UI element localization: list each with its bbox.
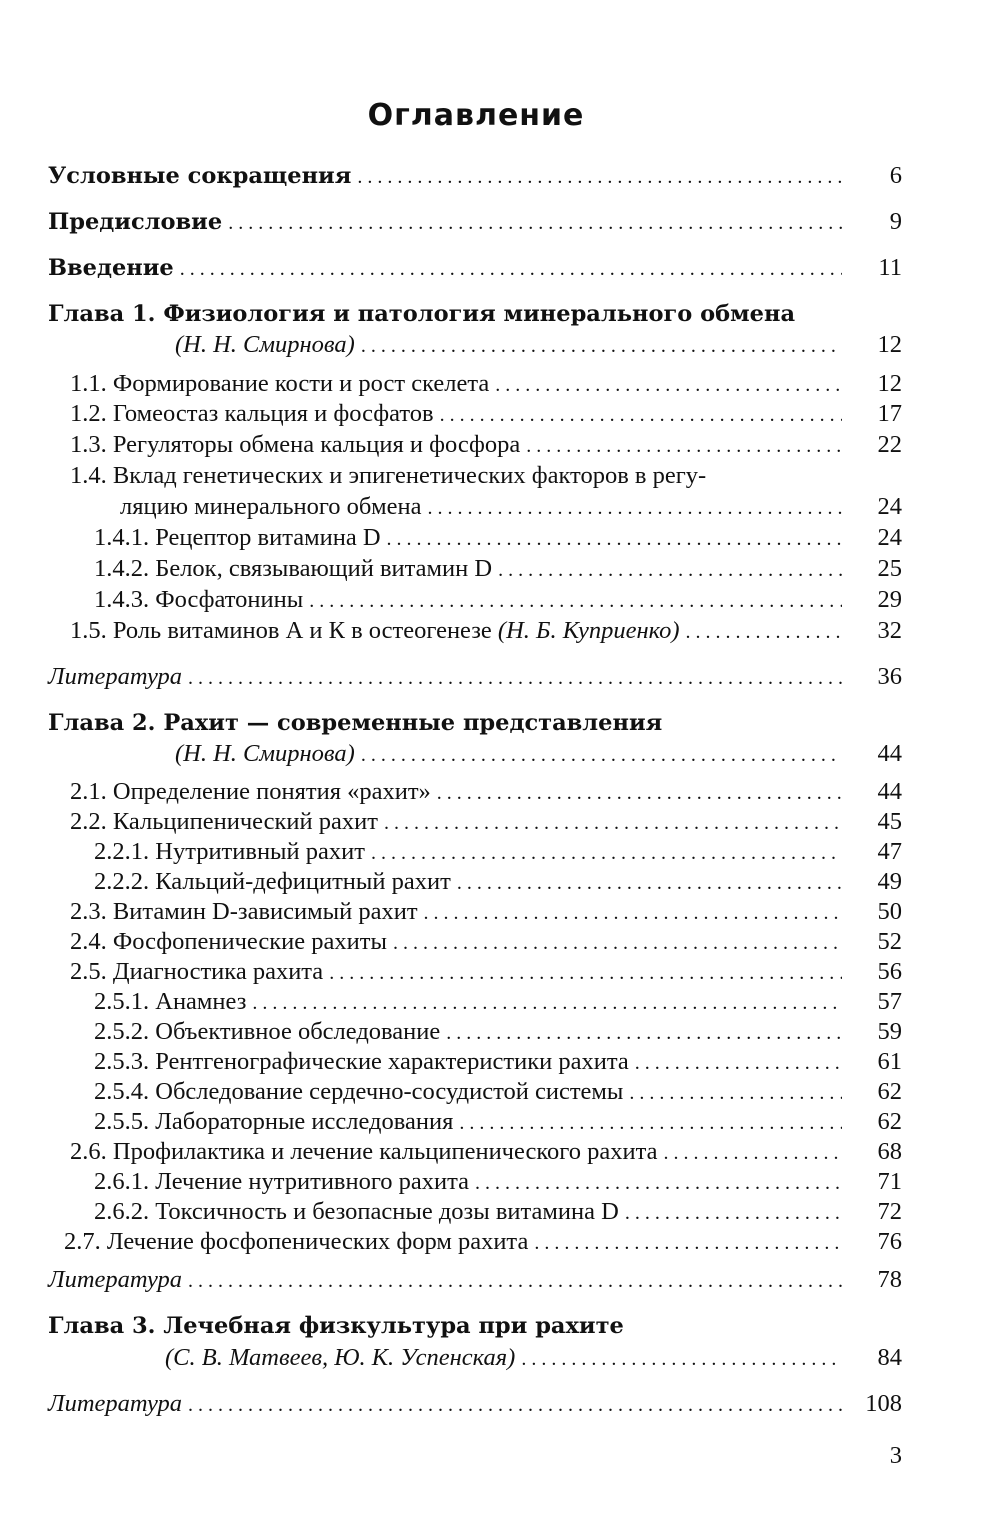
toc-entry-label: 2.6.2. Токсичность и безопасные дозы витамина D <box>94 1198 619 1225</box>
toc-entry-label: 1.2. Гомеостаз кальция и фосфатов <box>70 400 434 427</box>
leader-dots <box>357 162 842 192</box>
toc-entry-2-5-3[interactable] <box>94 1047 902 1077</box>
toc-page-number: 76 <box>877 1228 902 1255</box>
leader-dots <box>371 838 842 868</box>
toc-page-number: 32 <box>877 617 902 644</box>
leader-dots <box>428 493 842 523</box>
toc-entry-label: ляцию минерального обмена <box>120 493 422 520</box>
toc-page-number: 36 <box>877 663 902 690</box>
leader-dots <box>361 740 842 770</box>
toc-page-number: 62 <box>877 1108 902 1135</box>
toc-entry-label: 2.5.2. Объективное обследование <box>94 1018 441 1045</box>
toc-entry-label: Литература <box>48 663 183 690</box>
toc-entry-1-4-line1[interactable]: 1.4. Вклад генетических и эпигенетических факторов в регу- <box>70 462 707 489</box>
leader-dots <box>521 1344 842 1374</box>
toc-page-number: 22 <box>877 431 902 458</box>
toc-entry-label: 1.4.2. Белок, связывающий витамин D <box>94 555 493 582</box>
leader-dots <box>526 431 842 461</box>
toc-page-number: 56 <box>877 958 902 985</box>
toc-entry-ch3-literature[interactable] <box>48 1389 902 1419</box>
toc-page-number: 84 <box>877 1344 902 1371</box>
toc-entry-label: 2.6.1. Лечение нутритивного рахита <box>94 1168 470 1195</box>
leader-dots <box>495 370 842 400</box>
toc-page-number: 12 <box>877 370 902 397</box>
toc-entry-label: 2.5. Диагностика рахита <box>70 958 324 985</box>
chapter-3-author-row[interactable] <box>165 1343 902 1373</box>
toc-page-number: 24 <box>877 524 902 551</box>
leader-dots <box>188 1390 842 1420</box>
toc-entry-2-6[interactable] <box>70 1137 902 1167</box>
leader-dots <box>686 617 842 647</box>
page-title: Оглавление <box>367 98 585 133</box>
toc-entry-label: Предисловие <box>48 209 223 235</box>
toc-page-number: 24 <box>877 493 902 520</box>
toc-entry-label: 2.6. Профилактика и лечение кальципенического рахита <box>70 1138 658 1165</box>
chapter-1-heading[interactable]: Глава 1. Физиология и патология минерального обмена <box>48 301 796 327</box>
toc-entry-2-1[interactable] <box>70 777 902 807</box>
toc-entry-label: 1.4.1. Рецептор витамина D <box>94 524 381 551</box>
toc-page-number: 49 <box>877 868 902 895</box>
toc-entry-label: 2.2.2. Кальций-дефицитный рахит <box>94 868 451 895</box>
toc-page-number: 11 <box>878 254 902 281</box>
toc-entry-preface[interactable] <box>48 207 902 237</box>
leader-dots <box>228 208 842 238</box>
toc-entry-2-6-2[interactable] <box>94 1197 902 1227</box>
leader-dots <box>188 1266 842 1296</box>
toc-entry-2-5-5[interactable] <box>94 1107 902 1137</box>
toc-entry-label: 2.5.3. Рентгенографические характеристики рахита <box>94 1048 629 1075</box>
leader-dots <box>361 331 842 361</box>
toc-entry-1-5[interactable] <box>70 616 902 646</box>
toc-entry-1-3[interactable] <box>70 430 902 460</box>
toc-entry-2-2-2[interactable] <box>94 867 902 897</box>
leader-dots <box>446 1018 842 1048</box>
toc-page-number: 72 <box>877 1198 902 1225</box>
toc-page-number: 17 <box>877 400 902 427</box>
toc-page-number: 108 <box>865 1390 902 1417</box>
chapter-author: (С. В. Матвеев, Ю. К. Успенская) <box>165 1344 516 1371</box>
toc-page-number: 29 <box>877 586 902 613</box>
toc-page-number: 50 <box>877 898 902 925</box>
leader-dots <box>252 988 842 1018</box>
page-number: 3 <box>889 1442 902 1469</box>
toc-entry-1-4-3[interactable] <box>94 585 902 615</box>
toc-entry-label: Условные сокращения <box>48 163 352 189</box>
leader-dots <box>309 586 842 616</box>
toc-entry-label: 1.4.3. Фосфатонины <box>94 586 304 613</box>
toc-entry-label: 2.5.1. Анамнез <box>94 988 247 1015</box>
leader-dots <box>625 1198 842 1228</box>
leader-dots <box>387 524 842 554</box>
leader-dots <box>188 663 842 693</box>
toc-entry-label: Введение <box>48 255 174 281</box>
leader-dots <box>534 1228 842 1258</box>
chapter-1-author-row[interactable] <box>175 330 902 360</box>
toc-entry-introduction[interactable] <box>48 253 902 283</box>
toc-entry-label: 2.2. Кальципенический рахит <box>70 808 378 835</box>
toc-entry-1-4-2[interactable] <box>94 554 902 584</box>
chapter-2-heading[interactable]: Глава 2. Рахит — современные представления <box>48 710 663 736</box>
toc-entry-2-6-1[interactable] <box>94 1167 902 1197</box>
toc-entry-2-5-2[interactable] <box>94 1017 902 1047</box>
toc-page-number: 71 <box>877 1168 902 1195</box>
toc-page-number: 78 <box>877 1266 902 1293</box>
toc-page-number: 52 <box>877 928 902 955</box>
toc-entry-label: 2.4. Фосфопенические рахиты <box>70 928 387 955</box>
leader-dots <box>635 1048 842 1078</box>
toc-entry-label: 2.2.1. Нутритивный рахит <box>94 838 365 865</box>
toc-page-number: 44 <box>877 778 902 805</box>
leader-dots <box>437 778 842 808</box>
toc-entry-label: 2.7. Лечение фосфопенических форм рахита <box>64 1228 529 1255</box>
toc-page-number: 6 <box>889 162 902 189</box>
toc-page-number: 68 <box>877 1138 902 1165</box>
toc-entry-2-3[interactable] <box>70 897 902 927</box>
toc-entry-2-5-4[interactable] <box>94 1077 902 1107</box>
toc-page-number: 25 <box>877 555 902 582</box>
toc-entry-abbreviations[interactable] <box>48 161 902 191</box>
section-author: (Н. Б. Куприенко) <box>497 617 680 644</box>
toc-entry-2-7[interactable] <box>64 1227 902 1257</box>
toc-page-number: 57 <box>877 988 902 1015</box>
toc-entry-label: 1.3. Регуляторы обмена кальция и фосфора <box>70 431 521 458</box>
chapter-author: (Н. Н. Смирнова) <box>175 331 355 358</box>
leader-dots <box>180 254 842 284</box>
toc-entry-2-5-1[interactable] <box>94 987 902 1017</box>
leader-dots <box>498 555 842 585</box>
toc-entry-ch1-literature[interactable] <box>48 662 902 692</box>
toc-entry-label: Литература <box>48 1266 183 1293</box>
toc-entry-1-1[interactable] <box>70 369 902 399</box>
leader-dots <box>440 400 842 430</box>
toc-entry-2-5[interactable] <box>70 957 902 987</box>
chapter-author: (Н. Н. Смирнова) <box>175 740 355 767</box>
toc-entry-1-4[interactable] <box>120 492 902 522</box>
leader-dots <box>475 1168 842 1198</box>
toc-entry-label: 2.3. Витамин D-зависимый рахит <box>70 898 418 925</box>
toc-entry-2-2[interactable] <box>70 807 902 837</box>
toc-entry-label <box>70 616 680 646</box>
toc-page-number: 47 <box>877 838 902 865</box>
toc-page-number: 45 <box>877 808 902 835</box>
chapter-3-heading[interactable]: Глава 3. Лечебная физкультура при рахите <box>48 1313 624 1339</box>
toc-page-number: 44 <box>877 740 902 767</box>
leader-dots <box>663 1138 842 1168</box>
toc-page-number: 59 <box>877 1018 902 1045</box>
toc-entry-ch2-literature[interactable] <box>48 1265 902 1295</box>
toc-entry-2-2-1[interactable] <box>94 837 902 867</box>
toc-page-number: 9 <box>889 208 902 235</box>
leader-dots <box>384 808 842 838</box>
toc-entry-label: 1.1. Формирование кости и рост скелета <box>70 370 490 397</box>
chapter-2-author-row[interactable] <box>175 739 902 769</box>
toc-entry-label: 2.5.5. Лабораторные исследования <box>94 1108 454 1135</box>
leader-dots <box>424 898 842 928</box>
leader-dots <box>457 868 842 898</box>
toc-page-number: 12 <box>877 331 902 358</box>
toc-entry-label: Литература <box>48 1390 183 1417</box>
leader-dots <box>329 958 842 988</box>
leader-dots <box>393 928 842 958</box>
toc-entry-label-text: 1.5. Роль витаминов А и К в остеогенезе <box>70 617 498 644</box>
toc-entry-1-4-1[interactable] <box>94 523 902 553</box>
leader-dots <box>629 1078 842 1108</box>
toc-entry-2-4[interactable] <box>70 927 902 957</box>
toc-page-number: 62 <box>877 1078 902 1105</box>
toc-entry-label: 2.5.4. Обследование сердечно-сосудистой системы <box>94 1078 624 1105</box>
toc-entry-1-2[interactable] <box>70 399 902 429</box>
toc-page-number: 61 <box>877 1048 902 1075</box>
leader-dots <box>459 1108 842 1138</box>
toc-entry-label: 2.1. Определение понятия «рахит» <box>70 778 431 805</box>
